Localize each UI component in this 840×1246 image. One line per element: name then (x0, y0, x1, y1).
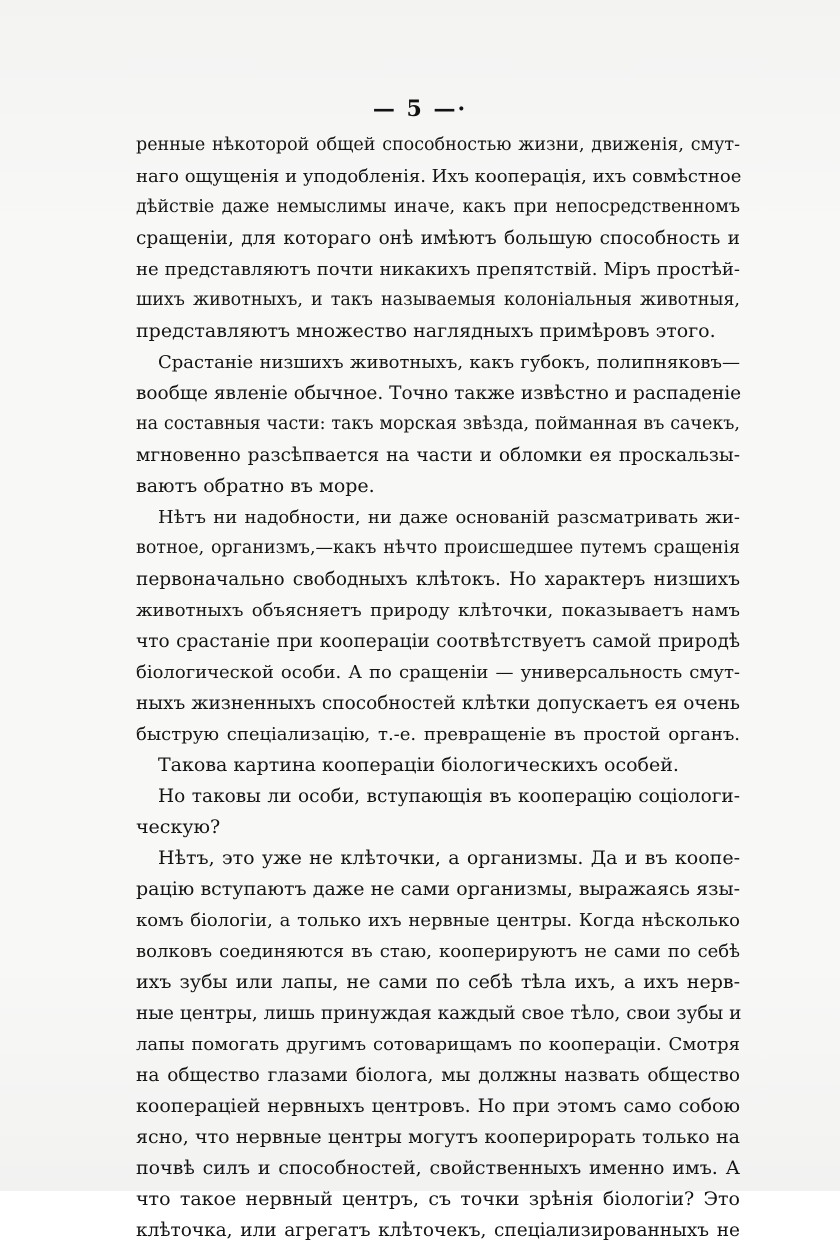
text-line: ные центры, лишь принуждая каждый свое тѣло, свои зубы и (136, 1003, 742, 1024)
text-line: сращеніи, для котораго онѣ имѣютъ большую способность и (136, 228, 740, 249)
text-line: ваютъ обратно въ море. (136, 475, 375, 497)
text-line: Нѣтъ ни надобности, ни даже основаній разсматривать жи- (158, 507, 740, 528)
text-line: первоначально свободныхъ клѣтокъ. Но характеръ низшихъ (136, 569, 740, 590)
text-line: шихъ животныхъ, и такъ называемыя колоніальныя животныя, (136, 290, 740, 310)
text-line: ческую? (136, 816, 221, 838)
text-line: Но таковы ли особи, вступающія въ кооперацію соціологи- (158, 786, 740, 807)
text-line: лапы помогать другимъ сотоварищамъ по коопераціи. Смотря (136, 1034, 740, 1055)
text-line: наго ощущенія и уподобленія. Ихъ кооперація, ихъ совмѣстное (136, 166, 742, 187)
text-line: рацію вступаютъ даже не сами организмы, выражаясь язы- (136, 878, 740, 900)
text-line: Такова картина коопераціи біологическихъ особей. (158, 754, 679, 776)
text-line: волковъ соединяются въ стаю, кооперируютъ не сами по себѣ (136, 941, 740, 962)
text-line: коопераціей нервныхъ центровъ. Но при этомъ само собою (136, 1095, 740, 1117)
text-line: быструю спеціализацію, т.-е. превращеніе въ простой органъ. (136, 724, 740, 745)
text-line: не представляютъ почти никакихъ препятствій. Міръ простѣй- (136, 259, 740, 280)
text-line: біологической особи. А по сращеніи — универсальность смут- (136, 662, 740, 683)
body-text (136, 130, 740, 1246)
text-line: Нѣтъ, это уже не клѣточки, а организмы. Да и въ коопе- (158, 847, 740, 869)
text-line: дѣйствіе даже немыслимы иначе, какъ при непосредственномъ (136, 197, 740, 217)
text-line: мгновенно разсѣпвается на части и обломки ея проскальзы- (136, 445, 740, 466)
text-line: что такое нервный центръ, съ точки зрѣнія біологіи? Это (136, 1188, 740, 1210)
text-line: на общество глазами біолога, мы должны назвать общество (136, 1065, 740, 1086)
text-line: ясно, что нервные центры могутъ кооперирорать только на (136, 1126, 740, 1148)
text-line: комъ біологіи, а только ихъ нервные центры. Когда нѣсколько (136, 910, 740, 931)
page-number: — 5 —· (372, 96, 468, 122)
text-line: на составныя части: такъ морская звѣзда, пойманная въ сачекъ, (136, 414, 740, 434)
text-line: вотное, организмъ,—какъ нѣчто происшедшее путемъ сращенія (136, 538, 740, 558)
text-line: почвѣ силъ и способностей, свойственныхъ именно имъ. А (136, 1157, 740, 1179)
text-line: ныхъ жизненныхъ способностей клѣтки допускаетъ ея очень (136, 693, 740, 714)
text-line: что срастаніе при коопераціи соотвѣтствуетъ самой природѣ (136, 631, 740, 652)
text-line: животныхъ объясняетъ природу клѣточки, показываетъ намъ (136, 600, 740, 621)
text-line: ихъ зубы или лапы, не сами по себѣ тѣла ихъ, а ихъ нерв- (136, 971, 740, 993)
text-line: Срастаніе низшихъ животныхъ, какъ губокъ, полипняковъ— (158, 352, 740, 373)
text-line: вообще явленіе обычное. Точно также извѣстно и распаденіе (136, 383, 742, 404)
text-line: представляютъ множество наглядныхъ примѣровъ этого. (136, 320, 716, 342)
text-line: ренные нѣкоторой общей способностью жизни, движенія, смут- (136, 135, 740, 155)
text-line: клѣточка, или агрегатъ клѣточекъ, спеціализированныхъ не (136, 1220, 740, 1241)
